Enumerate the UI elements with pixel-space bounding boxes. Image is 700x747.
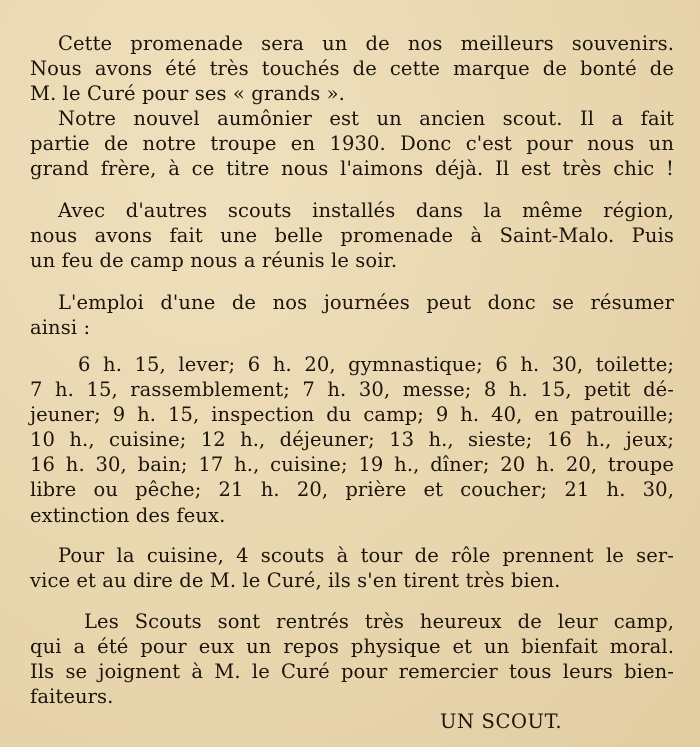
text-line: M. le Curé pour ses « grands ». xyxy=(30,82,345,105)
text-line: libre ou pêche; 21 h. 20, prière et coucher; 21 h. 30, xyxy=(30,478,674,501)
text-line: jeuner; 9 h. 15, inspection du camp; 9 h. 40, en patrouille; xyxy=(30,403,674,426)
text-line: 7 h. 15, rassemblement; 7 h. 30, messe; 8 h. 15, petit dé- xyxy=(30,378,674,401)
text-line: nous avons fait une belle promenade à Saint-Malo. Puis xyxy=(30,224,674,247)
text-line: L'emploi d'une de nos journées peut donc se résumer xyxy=(58,291,674,314)
text-line: Notre nouvel aumônier est un ancien scout. Il a fait xyxy=(58,107,674,130)
text-line: Ils se joignent à M. le Curé pour remercier tous leurs bien- xyxy=(30,660,674,683)
text-line: 10 h., cuisine; 12 h., déjeuner; 13 h., sieste; 16 h., jeux; xyxy=(30,428,674,451)
text-line: Les Scouts sont rentrés très heureux de leur camp, xyxy=(84,610,674,633)
text-line: Avec d'autres scouts installés dans la même région, xyxy=(58,199,674,222)
text-line: Nous avons été très touchés de cette marque de bonté de xyxy=(30,57,674,80)
text-line: 6 h. 15, lever; 6 h. 20, gymnastique; 6 h. 30, toilette; xyxy=(78,353,674,376)
text-line: vice et au dire de M. le Curé, ils s'en tirent très bien. xyxy=(30,569,561,592)
signature: UN SCOUT. xyxy=(440,710,563,733)
text-line: Pour la cuisine, 4 scouts à tour de rôle prennent le ser- xyxy=(58,544,674,567)
text-line: 16 h. 30, bain; 17 h., cuisine; 19 h., dîner; 20 h. 20, troupe xyxy=(30,453,674,476)
text-line: grand frère, à ce titre nous l'aimons déjà. Il est très chic ! xyxy=(30,157,674,180)
text-line: un feu de camp nous a réunis le soir. xyxy=(30,249,398,272)
text-line: extinction des feux. xyxy=(30,504,226,527)
text-line: partie de notre troupe en 1930. Donc c'est pour nous un xyxy=(30,132,674,155)
text-line: Cette promenade sera un de nos meilleurs souvenirs. xyxy=(58,32,674,55)
text-line: faiteurs. xyxy=(30,685,114,708)
text-line: ainsi : xyxy=(30,316,91,339)
text-line: qui a été pour eux un repos physique et un bienfait moral. xyxy=(30,635,674,658)
